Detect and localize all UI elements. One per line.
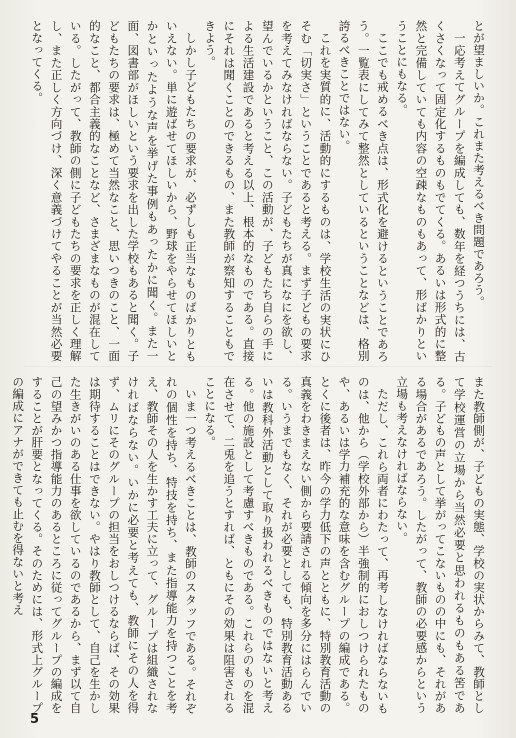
page-number: 5: [30, 712, 40, 727]
paragraph: ただし、これら両者にわたって、再考しなければならないものは、他から（学校外部から）半強制的におしつけられたものや、あるいは学力補充的な意味を含むグループの編成である。とくに後者は、昨今の学力低下の声とともに、特別教育活動の真義をわきまえない側から要請される傾向を多分にはらんでいる。いうまでもなく、それが必要としても、特別教育活動あるいは教科外活動として取り扱われるべきものではないと考える。他の施設として考慮すべきものである。これらのものを混在させて、二兎を追うとすれば、ともにその効果は阻害されることになる。: [203, 376, 390, 714]
paragraph: 一応考えてグループを編成しても、数年を経つうちには、古くさくなって固定化するものもでてくる。あるいは形式的に整然と完備していても内容の空疎なものもあって、形ばかりということにもなる。: [395, 20, 467, 362]
paragraph: とが望ましいか。これまた考えるべき問題であろう。: [472, 20, 486, 308]
upper-text-block: [20, 20, 488, 362]
paragraph: これを実質的に、活動的にするものは、学校生活の実状にひそむ「切実さ」ということであると考える。まず子どもの要求を考えてみなければならない。子どもたちが真になにを欲し、望んでいるかということ、この活動が、子どもたち自らの手による生活建設であると考える以上、根本的なものである。直接にそれは聞くことのできるもの、また教師が察知することもできよう。: [203, 20, 333, 362]
section-divider: [24, 366, 492, 367]
lower-text-block: [11, 376, 488, 714]
paragraph: ここでも戒めるべき点は、形式化を避けるということであろう。一覧表にしてみて整然としているということなどは、格別誇るべきことではない。: [337, 20, 390, 362]
paragraph: また教師側が、子どもの実態、学校の実状からみて、教師として学校運営の立場から当然必要と思われるものもある筈である。子どもの声として挙がってこないものの中にも、それがある場合があるであろう。したがって、教師の必要感からという立場も考えなければならない。: [395, 376, 486, 714]
paragraph: いま一つ考えるべきことは、教師のスタッフである。それぞれの個性を持ち、特技を持ち、また指導能力を持つことを考え、教師その人を生かす工夫に立って、グループは組織されなければならない。いかに必要と考えても、教師にその人を得ず、ムリにそのグループの担当をおしつけるならば、その効果は期待することはできない。やはり教師として、自己を生かした生きがいのある仕事を欲しているのであるから、まず以て自己の望みかつ指導能力のあるところに従ってグループの編成をすることが肝要となってくる。そのためには、形式上グループの編成にアナができても止むを得ないと考え: [11, 376, 198, 714]
paragraph: しかし子どもたちの要求が、必ずしも正当なものばかりともいえない。単に遊ばせてほしいから、野球をやらせてほしいとかといったような声を挙げた事例もあったかに聞く。また一面、図書部がほしいという要求を出した学校もあると聞く。子どもたちの要求は、極めて当然なこと、思いつきのこと、一面的なこと、都合主義的なことなど、さまざまなものが混在している。したがって、教師の側に子どもたちの要求を正しく理解し、また正しく方向づけ、深く意義づけてやることが当然必要となってくる。: [30, 20, 198, 362]
